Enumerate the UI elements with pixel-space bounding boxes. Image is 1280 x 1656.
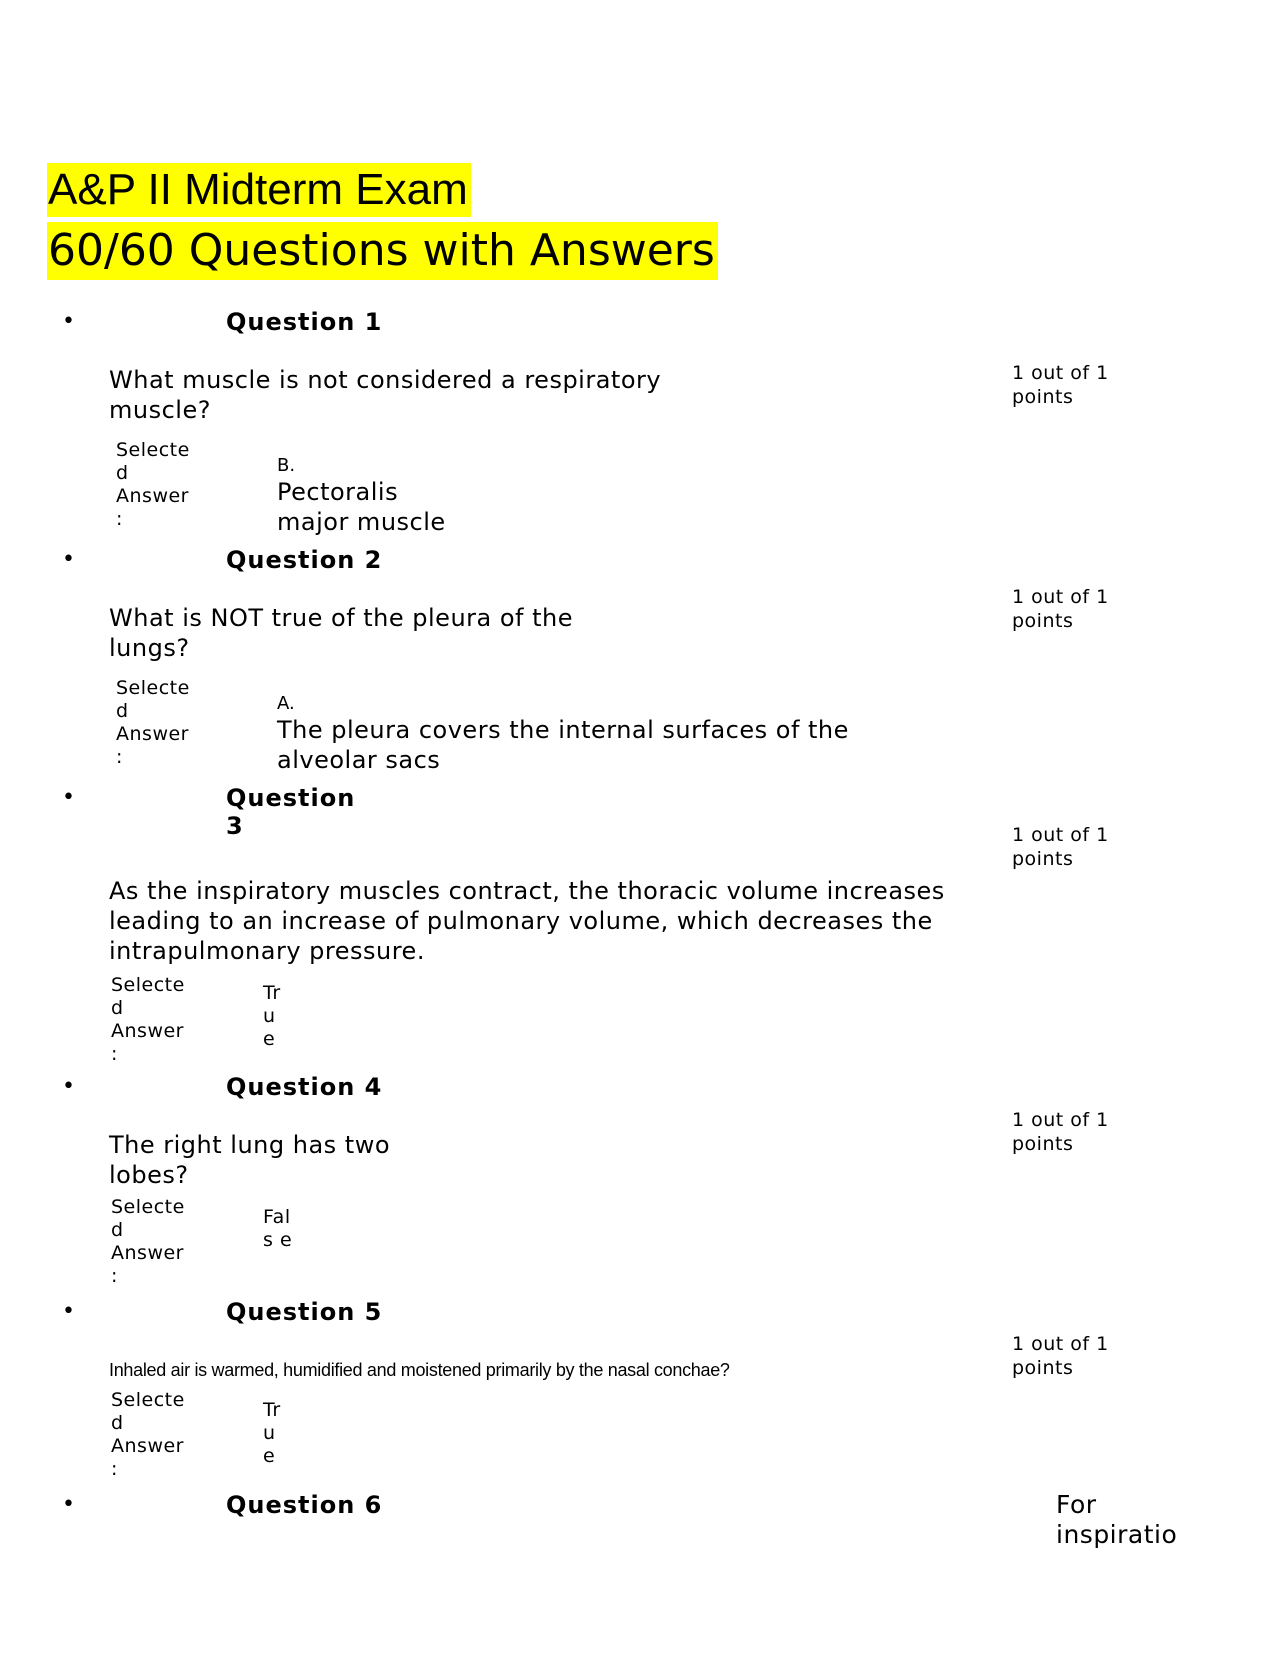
question-heading: Question 5: [226, 1298, 383, 1326]
question-heading: Question 4: [226, 1073, 383, 1101]
points-score: 1 out of 1 points: [1012, 824, 1109, 870]
document-title: A&P II Midterm Exam: [47, 163, 471, 217]
answer-letter: A.: [277, 693, 295, 714]
document-subtitle: 60/60 Questions with Answers: [47, 222, 718, 280]
points-score: 1 out of 1 points: [1012, 362, 1109, 408]
selected-answer-text: The pleura covers the internal surfaces of the alveolar sacs: [277, 716, 849, 774]
question-heading: Question 2: [226, 546, 383, 574]
selected-answer-text: Tr u e: [263, 1399, 281, 1467]
selected-answer-text: Tr u e: [263, 982, 281, 1050]
question-text: As the inspiratory muscles contract, the thoracic volume increases leading to an increase of pulmonary volume, which decreases the intrapulmonary pressure.: [109, 877, 945, 965]
selected-answer-label: Selecte d Answer :: [111, 1389, 185, 1480]
bullet: •: [62, 1074, 75, 1099]
bullet: •: [62, 309, 75, 334]
bullet: •: [62, 547, 75, 572]
bullet: •: [62, 1299, 75, 1324]
question-heading: Question 6: [226, 1491, 383, 1519]
selected-answer-label: Selecte d Answer :: [116, 439, 190, 530]
truncated-question-text: For inspiratio: [1056, 1490, 1178, 1549]
question-text: What muscle is not considered a respiratory muscle?: [109, 366, 662, 424]
question-text: Inhaled air is warmed, humidified and moistened primarily by the nasal conchae?: [109, 1360, 730, 1380]
selected-answer-text: Pectoralis major muscle: [277, 478, 446, 536]
answer-letter: B.: [277, 455, 296, 476]
selected-answer-text: Fal s e: [263, 1206, 293, 1251]
question-text: What is NOT true of the pleura of the lungs?: [109, 604, 574, 662]
points-score: 1 out of 1 points: [1012, 586, 1109, 632]
question-text: The right lung has two lobes?: [109, 1131, 391, 1189]
selected-answer-label: Selecte d Answer :: [111, 974, 185, 1065]
bullet: •: [62, 785, 75, 810]
question-heading: Question 3: [226, 784, 356, 840]
selected-answer-label: Selecte d Answer :: [116, 677, 190, 768]
question-heading: Question 1: [226, 308, 383, 336]
bullet: •: [62, 1492, 75, 1517]
points-score: 1 out of 1 points: [1012, 1333, 1109, 1379]
points-score: 1 out of 1 points: [1012, 1109, 1109, 1155]
selected-answer-label: Selecte d Answer :: [111, 1196, 185, 1287]
